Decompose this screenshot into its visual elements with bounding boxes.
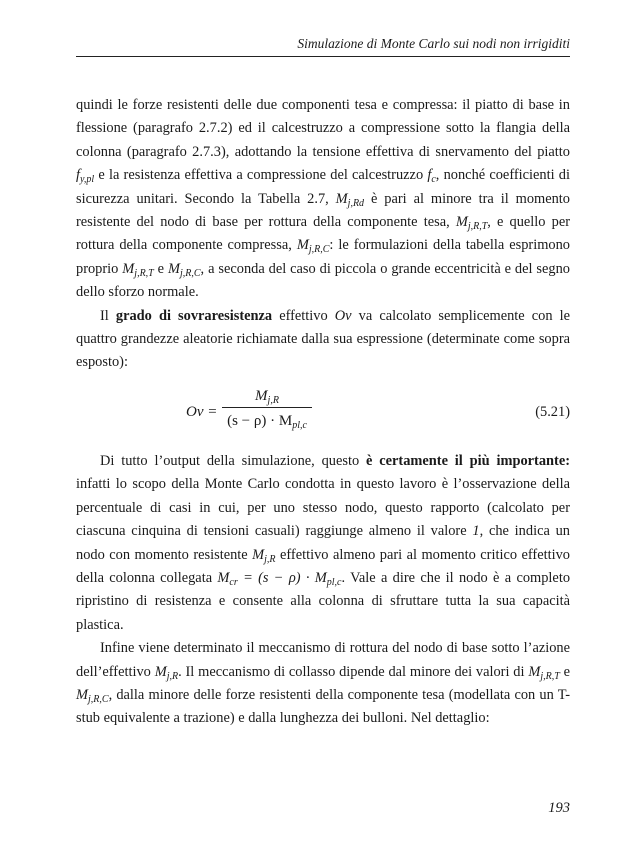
page-number: 193 bbox=[548, 800, 570, 816]
equation-lhs: Ov = bbox=[186, 403, 218, 420]
paragraph-1: quindi le forze resistenti delle due componenti tesa e compressa: il piatto di base in flessione (paragrafo 2.7.2) ed il calcestruzzo a compressione sotto la flangia della colonna (paragrafo 2.7.3), adottando la tensione effettiva di snervamento del piatto $f_{y,pl}$ e la resistenza effettiva a compressione del calcestruzzo $f_c$, nonché coefficienti di sicurezza unitari. Secondo la Tabella 2.7, $M_{j,Rd}$ è pari al minore tra il momento resistente del nodo di base per rottura della componente tesa, $M_{j,R,T}$, e quello per rottura della componente compressa, $M_{j,R,C}$: le formulazioni della tabella esprimono proprio $M_{j,R,T}$ e $M_{j,R,C}$, a seconda del caso di piccola o grande eccentricità e del segno dello sforzo normale. bbox=[76, 97, 571, 301]
header-rule bbox=[76, 56, 570, 57]
equation-number: (5.21) bbox=[535, 403, 570, 420]
running-header: Simulazione di Monte Carlo sui nodi non irrigiditi bbox=[297, 36, 570, 51]
equation-denominator: $(s - \rho) \cdot M_{pl,c}$ bbox=[227, 412, 307, 431]
equation-5-21 bbox=[76, 384, 570, 440]
paragraph-2: Il grado di sovraresistenza effettivo Ov va calcolato semplicemente con le quattro grandezze aleatorie richiamate dalla sua espressione (determinate come sopra esposto): bbox=[76, 307, 571, 371]
equation-numerator: $M_{j,R}$ bbox=[255, 387, 279, 406]
paragraph-3: Di tutto l’output della simulazione, questo è certamente il più importante: infatti lo scopo della Monte Carlo condotta in questo lavoro è l’osservazione della percentuale di casi in cui, per uno stesso nodo, questo rapporto (calcolato per ciascuna cinquina di tensioni casuali) raggiunge almeno il valore 1, che indica un nodo con momento resistente $M_{j,R}$ effettivo almeno pari al momento critico effettivo della colonna collegata $M_{cr} = (s - \rho) \cdot M_{pl,c}$. Vale a dire che il nodo è a completo ripristino di resistenza e consente alla colonna di sfruttare tutta la sua capacità plastica. bbox=[76, 452, 571, 633]
body-text bbox=[76, 94, 570, 731]
inline-formula-mcr: $M_{cr} = (s - \rho) \cdot M_{pl,c}$ bbox=[217, 569, 342, 588]
paragraph-4: Infine viene determinato il meccanismo di rottura del nodo di base sotto l’azione dell’effettivo $M_{j,R}$. Il meccanismo di collasso dipende dal minore dei valori di $M_{j,R,T}$ e $M_{j,R,C}$, dalla minore delle forze resistenti della componente tesa (modellata con un T-stub equivalente a trazione) e dalla lunghezza dei bulloni. Nel dettaglio: bbox=[76, 640, 570, 727]
equation-fraction bbox=[222, 385, 312, 433]
